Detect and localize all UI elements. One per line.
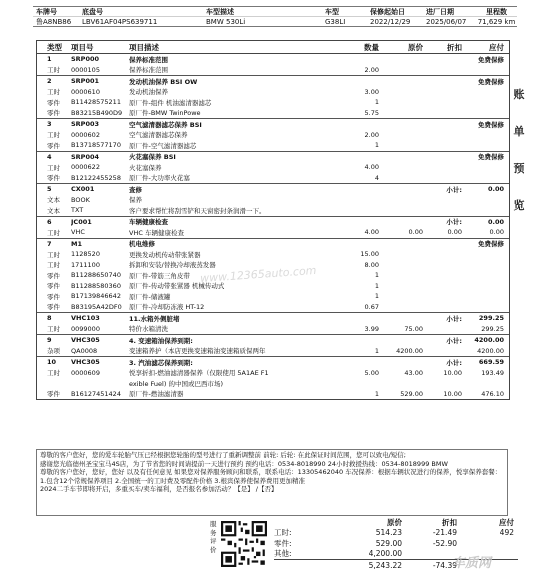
table-row (37, 173, 509, 184)
col-description: 项目描述 (129, 42, 159, 52)
cell-payable: 4200.00 (474, 336, 504, 345)
cell-discount: 小计: (446, 314, 462, 323)
cell-payable: 476.10 (481, 389, 504, 398)
cell-description: VHC 车辆健康检查 (129, 228, 184, 237)
cell-description: 空气滤清器滤芯保养 BSI (129, 120, 202, 129)
service-item-group (37, 217, 509, 239)
service-item-group (37, 152, 509, 185)
service-item-group (37, 357, 509, 399)
side-char: 预 (513, 162, 525, 175)
watermark: www.12365auto.com (199, 263, 317, 286)
side-char: 览 (513, 199, 525, 212)
cell-item-no: VHC305 (71, 336, 100, 345)
cell-quantity: 2.00 (364, 130, 379, 139)
service-item-group (37, 76, 509, 119)
cell-quantity: 3.00 (364, 87, 379, 96)
cell-description: 保养标准范围 (129, 66, 168, 75)
totals-price: 4,200.00 (368, 549, 402, 559)
cell-discount: 小计: (446, 218, 462, 227)
cell-item-no: VHC305 (71, 358, 100, 367)
cell-item-no: SRP004 (71, 152, 100, 161)
totals-header-discount: 折扣 (442, 517, 457, 527)
totals-price: 514.23 (375, 528, 402, 538)
cell-item-no: B83215B490D9 (71, 108, 123, 117)
totals-label: 其他: (274, 549, 292, 559)
col-item-no: 项目号 (71, 42, 94, 52)
cell-price: 75.00 (404, 324, 423, 333)
service-item-group (37, 119, 509, 152)
col-discount: 折扣 (447, 42, 462, 52)
cell-payable: 0.00 (487, 185, 504, 194)
service-item-group (37, 54, 509, 76)
cell-type: 9 (47, 336, 52, 345)
cell-payable: 免费保修 (478, 77, 504, 86)
cell-type: 4 (47, 152, 52, 161)
cell-type: 8 (47, 314, 52, 323)
cell-description: 3. 汽油滤芯保养到期: (129, 358, 193, 367)
cell-item-no: B13718577170 (71, 141, 121, 150)
cell-quantity: 15.00 (360, 250, 379, 259)
totals-row-parts (274, 538, 518, 549)
cell-type: 零件 (47, 109, 60, 118)
cell-description: 车辆健康检查 (129, 218, 168, 227)
cell-description: 变速箱养护（本店更换变速箱油变速箱质保两年 (129, 347, 266, 356)
model-desc: BMW 530Li (206, 17, 246, 26)
cell-quantity: 4.00 (364, 228, 379, 237)
cell-quantity: 1 (374, 98, 379, 107)
cell-type: 3 (47, 120, 52, 129)
cell-quantity: 1 (374, 389, 379, 398)
cell-discount: 小计: (446, 185, 462, 194)
cell-description: 特价水箱清洗 (129, 325, 168, 334)
table-row (37, 291, 509, 302)
cell-item-no: 0000622 (71, 163, 100, 172)
cell-type: 零件 (47, 282, 60, 291)
totals-header-price: 原价 (387, 517, 402, 527)
table-row (37, 281, 509, 292)
col-quantity: 数量 (364, 42, 379, 52)
table-row (37, 346, 509, 357)
cell-item-no: SRP000 (71, 55, 100, 64)
cell-type: 2 (47, 77, 52, 86)
cell-payable: 免费保修 (478, 153, 504, 162)
cell-discount: 小计: (446, 336, 462, 345)
cell-type: 零件 (47, 98, 60, 107)
cell-item-no: 0000105 (71, 65, 100, 74)
table-row (37, 130, 509, 141)
cell-type: 工时 (47, 261, 60, 270)
cell-quantity: 1 (374, 271, 379, 280)
cell-payable: 0.00 (489, 228, 504, 237)
table-row (37, 205, 509, 216)
cell-description: 原厂件-储液罐 (129, 292, 171, 301)
cell-type: 7 (47, 239, 52, 248)
cell-description: exible Fuel) 的中国或巴西市场) (129, 379, 223, 388)
cell-type: 工时 (47, 163, 60, 172)
table-header (37, 41, 509, 54)
cell-item-no: 0099000 (71, 324, 100, 333)
header-model: 车型 (325, 7, 339, 16)
item-title-row (37, 239, 509, 250)
cell-type: 零件 (47, 303, 60, 312)
table-row (37, 87, 509, 98)
cell-type: 1 (47, 55, 52, 64)
item-title-row (37, 357, 509, 368)
cell-item-no: B83195A42DF0 (71, 302, 122, 311)
notice-line: 尊敬的客户您好，您好，您好 以及有任何意见 如果您对保养服务顾问和联系，联系电话：13305462040 车况保养：根据车辆状况进行的保养，悦享保养套餐：1.包含12个常规保养项目 2.全国统一的工时费及零配件价格 3.根宾保养使保养费用更加精准 (40, 468, 502, 485)
cell-item-no: B16127451424 (71, 389, 121, 398)
cell-item-no: B11288580360 (71, 281, 121, 290)
cell-type: 零件 (47, 141, 60, 150)
cell-description: 火花塞保养 (129, 163, 162, 172)
service-item-group (37, 313, 509, 335)
item-title-row (37, 335, 509, 346)
header-vin: 底盘号 (82, 7, 103, 16)
table-row (37, 97, 509, 108)
cell-type: 工时 (47, 369, 60, 378)
cell-quantity: 5.00 (364, 368, 379, 377)
header-mileage: 里程数 (486, 7, 507, 16)
header-warranty-start: 保修起始日 (370, 7, 405, 16)
cell-type: 文本 (47, 206, 60, 215)
entry-date: 2025/06/07 (426, 17, 467, 26)
table-row (37, 65, 509, 76)
cell-type: 文本 (47, 196, 60, 205)
cell-description: 火花塞保养 BSI (129, 153, 176, 162)
cell-type: 工时 (47, 250, 60, 259)
totals-sum-price: 5,243.22 (368, 560, 402, 570)
table-row (37, 378, 509, 389)
cell-description: 更换发动机传动带张紧器 (129, 250, 201, 259)
cell-payable: 669.59 (478, 358, 504, 367)
cell-quantity: 3.99 (364, 324, 379, 333)
col-price: 原价 (408, 42, 423, 52)
service-item-group (37, 335, 509, 357)
cell-description: 悦享折扣-燃油滤清器保养（仅限使用 5A1AE F1 (129, 369, 269, 378)
totals-label: 零件: (274, 538, 292, 548)
cell-description: 原厂件-组件 机油滤清器滤芯 (129, 98, 212, 107)
cell-description: 保养 (129, 196, 142, 205)
header-plate: 车牌号 (36, 7, 57, 16)
cell-payable: 299.25 (481, 324, 504, 333)
service-item-group (37, 184, 509, 217)
totals-header-payable: 应付 (499, 517, 514, 527)
table-body (37, 54, 509, 399)
table-row (37, 140, 509, 151)
cell-type: 5 (47, 185, 52, 194)
vehicle-info-header (33, 7, 517, 16)
header-model-desc: 车型描述 (206, 7, 234, 16)
table-row (37, 324, 509, 335)
cell-type: 工时 (47, 325, 60, 334)
cell-item-no: B17139846642 (71, 292, 121, 301)
cell-description: 拆卸和安装/替换冷却液蒸发器 (129, 261, 216, 270)
cell-description: 发动机油保养 (129, 88, 168, 97)
cell-item-no: BOOK (71, 195, 90, 204)
side-char: 账 (513, 88, 525, 101)
cell-description: 客户要求帮忙将刮雪铲和天窗密封条润滑一下。 (129, 206, 266, 215)
cell-item-no: CX001 (71, 185, 95, 194)
cell-description: 查修 (129, 185, 142, 194)
side-char: 单 (513, 125, 525, 138)
service-rating-label: 服务评价 (210, 520, 217, 554)
table-row (37, 162, 509, 173)
cell-item-no: M1 (71, 239, 82, 248)
customer-notice (36, 449, 508, 516)
item-title-row (37, 76, 509, 87)
cell-type: 零件 (47, 390, 60, 399)
cell-payable: 193.49 (481, 368, 504, 377)
notice-line: 感谢您光临德州圣宝宝马4S店，为了节省您的时间请提前一天进行预约 预约电话：0534-8018990 24小时救援热线：0534-8018999 BMW (40, 459, 448, 468)
cell-description: 11.水箱外侧脏堵 (129, 314, 180, 323)
cell-item-no: 1128520 (71, 250, 100, 259)
cell-item-no: VHC103 (71, 314, 100, 323)
qr-code-icon[interactable] (221, 521, 267, 567)
cell-quantity: 1 (374, 141, 379, 150)
table-row (37, 195, 509, 206)
item-title-row (37, 152, 509, 163)
cell-quantity: 4.00 (364, 163, 379, 172)
table-row (37, 368, 509, 379)
cell-item-no: 0000609 (71, 368, 100, 377)
cell-type: 工时 (47, 131, 60, 140)
item-title-row (37, 184, 509, 195)
cell-discount: 小计: (446, 358, 462, 367)
item-title-row (37, 119, 509, 130)
cell-description: 原厂件-燃油滤清器 (129, 390, 184, 399)
vehicle-info-values (33, 16, 517, 26)
totals-discount: -21.49 (432, 528, 457, 538)
table-row (37, 227, 509, 238)
cell-item-no: QA0008 (71, 346, 98, 355)
cell-type: 工时 (47, 228, 60, 237)
cell-description: 原厂件-冷却防冻液 HT-12 (129, 303, 205, 312)
cell-price: 43.00 (404, 368, 423, 377)
cell-type: 工时 (47, 88, 60, 97)
cell-item-no: B12122455258 (71, 173, 121, 182)
cell-price: 0.00 (408, 228, 423, 237)
cell-type: 工时 (47, 66, 60, 75)
totals-payable: 492 (499, 528, 514, 538)
table-row (37, 302, 509, 313)
cell-item-no: 1711100 (71, 260, 100, 269)
cell-item-no: TXT (71, 206, 84, 215)
cell-price: 4200.00 (396, 346, 423, 355)
cell-payable: 0.00 (487, 217, 504, 226)
cell-discount: 0.00 (447, 228, 462, 237)
totals-price: 529.00 (375, 538, 402, 548)
cell-quantity: 8.00 (364, 260, 379, 269)
notice-line: 尊敬的客户您好，您的爱车轮胎气压已经根据您轮胎的型号进行了重新调整前 前轮: 后轮: 在此保证时间范围，您可以致电/短信; (40, 451, 406, 459)
cell-description: 原厂件-带筋三角皮带 (129, 271, 190, 280)
cell-quantity: 1 (374, 292, 379, 301)
totals-label: 工时: (274, 528, 292, 538)
cell-payable: 免费保修 (478, 240, 504, 249)
mileage: 71,629 km (477, 17, 516, 26)
cell-discount: 10.00 (443, 368, 462, 377)
cell-discount: 10.00 (443, 389, 462, 398)
site-logo: 车质网 (452, 556, 492, 571)
item-title-row (37, 54, 509, 65)
cell-item-no: B11288650740 (71, 271, 121, 280)
cell-quantity: 0.67 (364, 302, 379, 311)
side-title (510, 86, 528, 234)
cell-payable: 免费保修 (478, 120, 504, 129)
cell-type: 6 (47, 217, 52, 226)
cell-description: 发动机油保养 BSI OW (129, 77, 198, 86)
cell-description: 4. 变速箱油保养到期: (129, 336, 193, 345)
cell-item-no: SRP001 (71, 77, 100, 86)
header-entry-date: 进厂日期 (426, 7, 454, 16)
cell-payable: 4200.00 (477, 346, 504, 355)
cell-description: 机电维修 (129, 240, 155, 249)
service-items-table (36, 40, 510, 400)
cell-payable: 299.25 (478, 314, 504, 323)
notice-line: 2024二手车节即将开启，多重买车/卖车福利，是否报名参加活动？【是】 /【否】 (40, 485, 278, 494)
cell-quantity: 2.00 (364, 65, 379, 74)
cell-description: 原厂件-空气滤清器滤芯 (129, 141, 197, 150)
table-row (37, 108, 509, 119)
cell-item-no: JC001 (71, 217, 92, 226)
cell-item-no: 0000602 (71, 130, 100, 139)
vin: LBV61AF04PS639711 (82, 17, 158, 26)
cell-type: 零件 (47, 271, 60, 280)
plate-number: 鲁A8NB86 (36, 17, 72, 26)
totals-row-labor (274, 528, 518, 539)
cell-description: 原厂件-BMW TwinPowe (129, 109, 201, 118)
cell-type: 杂项 (47, 347, 60, 356)
item-title-row (37, 313, 509, 324)
cell-type: 零件 (47, 174, 60, 183)
warranty-start: 2022/12/29 (370, 17, 411, 26)
cell-quantity: 1 (374, 346, 379, 355)
totals-sum-discount: -74.39 (432, 560, 457, 570)
cell-description: 保养标准范围 (129, 55, 168, 64)
cell-price: 529.00 (400, 389, 423, 398)
cell-item-no: B11428575211 (71, 98, 121, 107)
table-row (37, 249, 509, 260)
cell-description: 原厂件-大功率火花塞 (129, 174, 190, 183)
cell-item-no: SRP003 (71, 120, 100, 129)
cell-quantity: 4 (374, 173, 379, 182)
totals-header (274, 517, 518, 528)
cell-quantity: 5.75 (364, 108, 379, 117)
cell-description: 原厂件-传动带张紧器 机械传动式 (129, 282, 225, 291)
cell-quantity: 1 (374, 281, 379, 290)
model: G38LI (325, 17, 346, 26)
item-title-row (37, 217, 509, 228)
cell-description: 空气滤清器滤芯保养 (129, 131, 188, 140)
cell-payable: 免费保修 (478, 55, 504, 64)
col-payable: 应付 (489, 42, 504, 52)
table-row (37, 389, 509, 400)
cell-item-no: 0000610 (71, 87, 100, 96)
col-type: 类型 (47, 42, 62, 52)
cell-type: 10 (47, 358, 57, 367)
cell-type: 零件 (47, 292, 60, 301)
cell-item-no: VHC (71, 228, 85, 237)
totals-discount: -52.90 (432, 538, 457, 548)
vehicle-info (33, 6, 517, 27)
